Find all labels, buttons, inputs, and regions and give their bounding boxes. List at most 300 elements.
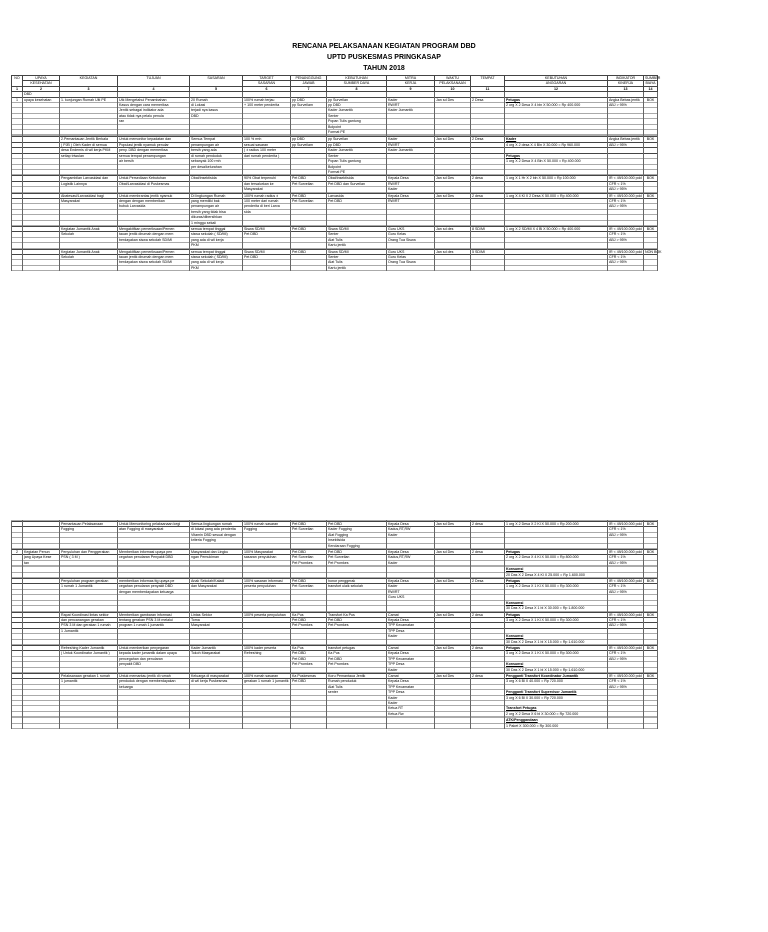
table-cell: Refreshing Kader Jumantik <box>60 645 118 650</box>
table-cell: pp Surveilam <box>291 142 327 147</box>
table-cell: Pet DBD <box>291 579 327 584</box>
table-cell: penduduk dengan memberdayakan <box>118 679 190 684</box>
table-cell: peny. DBD dengan memeriksa <box>118 148 190 153</box>
table-cell: NON BOK <box>645 249 662 254</box>
table-cell: Pet Promkes <box>327 623 387 628</box>
table-cell: CFR < 1% <box>608 679 644 684</box>
table-cell: Pet DBD <box>291 651 327 656</box>
table-cell: 30 Das X 2 Desa X 1 bl X 15.000 = Rp 1.610.000 <box>505 667 608 672</box>
table-cell: Siswa SD/MI <box>243 249 291 254</box>
table-cell: Semua Tempat <box>190 137 243 142</box>
table-cell: Pet DBD <box>291 656 327 661</box>
table-cell: BOK <box>644 137 658 142</box>
table-cell: Ka Pus <box>291 645 327 650</box>
table-cell: Vitamin DBD sesuai dengan <box>190 532 243 537</box>
table-cell: CFR < 1% <box>608 181 644 186</box>
table-cell: 2 desa <box>471 522 505 527</box>
table-cell: sida <box>243 209 291 214</box>
table-cell: dikuras/dibersihkan <box>190 215 243 220</box>
table-cell: penampungan air <box>190 142 243 147</box>
col-waktu: WAKTU <box>435 76 471 81</box>
column-number: 11 <box>471 86 505 91</box>
table-cell: Pet DBD <box>291 176 327 181</box>
table-cell: ABJ > 95% <box>608 260 644 265</box>
table-cell: 30 Das X 2 Desa X 1 bl X 15.000 = Rp 1.610.000 <box>505 639 608 644</box>
table-cell: 100% kader peserta <box>243 645 291 650</box>
table-cell <box>608 271 644 272</box>
table-cell: BOK <box>644 176 658 181</box>
table-cell: TPP Kecamatan <box>387 684 435 689</box>
table-cell: ngan Pemukiman <box>190 555 243 560</box>
col-tujuan: TUJUAN <box>118 76 190 87</box>
column-number: 13 <box>608 86 644 91</box>
table-cell: tauan jentik dirumah dengan mem <box>118 232 190 237</box>
table-cell: Petugas <box>505 97 608 102</box>
table-cell: Untuk memberikan penyegaran <box>118 645 190 650</box>
table-cell: Kader <box>387 584 435 589</box>
table-cell <box>608 729 644 730</box>
table-cell: CFR < 1% <box>608 555 644 560</box>
table-cell: BOK <box>644 579 658 584</box>
table-cell: Kader <box>387 667 435 672</box>
table-cell: 1 org X 2 SD/MI X 4 Bl X 50.000 = Rp 400.000 <box>505 226 608 231</box>
table-cell: 30 Das X 2 Desa X 1 bl X 30.000 = Rp 1.800.000 <box>505 606 608 611</box>
table-cell: 2 desa <box>471 645 505 650</box>
table-cell: Kader Jumantik <box>387 148 435 153</box>
table-cell: di lokasi yang ada penderita <box>190 527 243 532</box>
table-cell: 1 org X 1 Hr X 2 bln X 50.000 = Rp 100.000 <box>505 176 608 181</box>
table-cell: bersih yang tidak bisa <box>190 209 243 214</box>
table-cell: Pemantauan Pelaksanaan <box>60 522 118 527</box>
table-cell: pp DBD <box>327 142 387 147</box>
table-cell: 20 Das X 2 Desa X 4 Kl X 25.000 = Rp 1.600.000 <box>505 572 608 577</box>
table-cell: Populasi jentik nyamuk penular <box>118 142 190 147</box>
table-cell: Popan Tulis gantung <box>327 119 387 124</box>
table-cell <box>23 729 60 730</box>
table-cell: Pet DBD <box>291 226 327 231</box>
table-cell: TPP Kecamatan <box>387 656 435 661</box>
table-cell: IR < 49/100.000 pdd <box>609 579 642 584</box>
table-cell: dan pencanangan gerakan <box>60 617 118 622</box>
table-cell: gerakan 1 rumah 1 jumantik <box>244 679 289 684</box>
table-cell: BOK <box>644 612 658 617</box>
table-cell: Utk Mengetahui Penambahan <box>118 97 190 102</box>
table-cell: Kader <box>387 137 435 142</box>
table-cell: Kendaraan Fogging <box>327 543 387 548</box>
table-cell: Memberikan informasi upaya pen <box>118 550 190 555</box>
table-cell: semua tempat tinggal <box>190 226 243 231</box>
table-cell: 2.Pemantauan Jentik Berkala <box>60 137 118 142</box>
table-cell: berdayakan siswa sekolah SD/MI <box>118 237 190 242</box>
table-cell: BOK <box>644 97 658 102</box>
table-cell: 3 org X 2 Desa X 1 Kl X 50.000 = Rp 300.000 <box>505 617 608 622</box>
table-cell: IR < 49/100.000 pdd <box>609 673 642 678</box>
table-cell: berdayakan siswa sekolah SD/MI <box>118 260 190 265</box>
table-cell: RW/RT <box>387 589 435 594</box>
table-cell <box>12 271 23 272</box>
table-cell: Jan sd Des <box>435 522 471 527</box>
table-cell: penampungan air <box>190 204 243 209</box>
table-cell: 1 Paket X 300.000 = Rp 300.000 <box>505 723 608 728</box>
table-cell: Kartu jentik <box>327 265 387 270</box>
table-cell: Jan sd Des <box>435 97 471 102</box>
table-cell: Petugas <box>505 579 608 584</box>
table-cell: Camat <box>387 645 435 650</box>
col-kegiatan: KEGIATAN <box>60 76 118 87</box>
table-cell: IR < 49/100.000 pdd <box>609 612 642 617</box>
table-cell: Sekolah <box>60 232 118 237</box>
col-anggaran: KEBUTUHAN <box>505 76 608 81</box>
table-cell: Pet Surveilan <box>291 584 327 589</box>
table-cell <box>291 729 327 730</box>
table-cell: Pet DBD <box>327 522 387 527</box>
table-cell: Petugas <box>505 645 608 650</box>
table-cell: kriteria Fogging <box>190 538 243 543</box>
table-cell: Masyarakat <box>243 187 291 192</box>
table-cell: Penyuluhan program gerakan <box>60 579 118 584</box>
table-cell: Pet DBD <box>327 550 387 555</box>
table-cell: transfort petugas <box>327 645 387 650</box>
table-cell: 3 org X 6 Bl X 40.000 = Rp 720.000 <box>505 679 608 684</box>
table-cell: Jan sd Des <box>435 579 471 584</box>
table-cell: Kepala Desa <box>387 550 435 555</box>
table-cell: 2 desa <box>471 550 505 555</box>
col-biaya-l2: BIAYA <box>645 81 656 86</box>
column-number: 8 <box>327 86 387 91</box>
table-cell: Alat Tulis <box>327 237 387 242</box>
table-cell: Tokoh Masyarakat <box>190 651 243 656</box>
table-cell: Senter <box>327 232 387 237</box>
table-cell <box>12 729 23 730</box>
column-number: 12 <box>505 86 608 91</box>
table-cell: Kegiatan Jumantik Anak <box>60 249 118 254</box>
table-cell: 2 Desa <box>471 137 505 142</box>
table-cell <box>505 271 608 272</box>
table-cell: 100% peserta penyuluhan <box>243 612 291 617</box>
table-cell: di Lokasi <box>190 103 243 108</box>
table-cell: BOK <box>644 522 658 527</box>
table-cell: Jan sd Des <box>435 137 471 142</box>
table-cell: Untuk memonitor kepadatan dan <box>118 137 190 142</box>
table-cell: honor penggerak <box>327 579 387 584</box>
col-indikator-l2: KINERJA <box>608 81 644 86</box>
document-year: TAHUN 2018 <box>363 65 405 72</box>
table-cell: 4 org X 2 desa X 4 Bln X 30.000 = Rp 960.000 <box>505 142 608 147</box>
table-cell: Pet DBD <box>243 255 291 260</box>
table-cell: 90% Obat terpenuhi <box>243 176 291 181</box>
table-cell: BOK <box>644 645 658 650</box>
plan-table-top <box>11 75 662 271</box>
table-cell: 100% rumah sasaran <box>243 522 291 527</box>
table-cell: 100% Masyarakat <box>243 550 291 555</box>
table-cell: Kepala Desa <box>387 193 435 198</box>
column-number: 9 <box>387 86 435 91</box>
col-target: TARGET <box>243 76 291 81</box>
table-cell: Orang Tua Siswa <box>387 260 435 265</box>
table-cell: Jentik sebagai indikator ada <box>118 108 190 113</box>
table-cell: tauan jentik dirumah dengan mem <box>118 255 190 260</box>
table-cell <box>505 729 608 730</box>
table-cell: Masyarakat <box>190 623 243 628</box>
table-cell: Untuk Memonitoring pelaksanaan kegi <box>118 522 190 527</box>
col-target-l2: SASARAN <box>243 81 291 86</box>
table-cell: Pet DBD <box>291 679 327 684</box>
table-cell: transfort ulaik sekolah <box>327 584 387 589</box>
table-cell: Kader <box>387 634 435 639</box>
table-cell: 2 Desa <box>471 579 505 584</box>
table-cell: Kader <box>387 701 435 706</box>
table-cell <box>471 271 505 272</box>
table-cell <box>471 729 505 730</box>
table-cell <box>118 729 190 730</box>
table-cell: Refreshing <box>243 651 291 656</box>
table-cell: di wil kerja Puskesmas <box>190 679 243 684</box>
table-cell: Obat/insektisida <box>327 176 387 181</box>
table-cell: Pet DBD <box>327 198 387 203</box>
table-cell: BOK <box>644 226 658 231</box>
table-cell: Pet DBD dan Surveilan <box>327 181 387 186</box>
table-cell: tentang gerakan PSN 3 M melalui <box>118 617 190 622</box>
col-indikator: INDIKATOR <box>608 76 644 81</box>
table-cell: 100% rumah sasaran <box>243 673 291 678</box>
table-cell: Guru Kelas <box>387 255 435 260</box>
table-cell: Obat/insektisida <box>190 176 243 181</box>
column-number: 14 <box>644 86 658 91</box>
col-sd-l2: SUMBER DAYA <box>327 81 387 86</box>
table-cell: 3 org X 6 Bl X 30.000 = Rp 720.000 <box>505 695 608 700</box>
table-cell: Pet Surveilan <box>291 527 327 532</box>
table-cell: BOK <box>644 550 658 555</box>
table-cell: 1 org X 2 Desa X 2 Kl X 50.000 = Rp 200.000 <box>505 522 608 527</box>
table-cell: semua tempat penampungan <box>118 153 190 158</box>
table-cell: + 100 meter penderita <box>243 103 291 108</box>
table-cell: dan Masyarakat <box>190 584 243 589</box>
table-cell <box>327 729 387 730</box>
table-cell: PSN 3 M dan gerakan 1 rumah <box>60 623 118 628</box>
table-cell: Lintas Sektor <box>190 612 243 617</box>
table-cell: BOK <box>644 673 658 678</box>
table-row <box>12 729 658 730</box>
table-cell: 1 org X 4 Kl X 2 Desa X 50.000 = Rp 400.000 <box>505 193 608 198</box>
table-cell <box>435 271 471 272</box>
table-cell: Pelaksanaan gerakan 1 rumah <box>60 673 118 678</box>
table-cell: Pet DBD <box>291 193 327 198</box>
table-cell: IR < 49/100.000 pdd <box>609 176 642 181</box>
table-cell: DBD <box>23 92 60 97</box>
table-cell: atan Fogging di masyarakat <box>118 527 190 532</box>
table-cell: Obat/Larvasidasi di Puskesmas <box>118 181 190 186</box>
table-cell: peserta penyuluhan <box>243 584 291 589</box>
table-cell: ( Untuk Koordinator Jumantik ) <box>60 651 118 656</box>
table-cell: Koru Pemantaua Jentik <box>327 673 387 678</box>
table-cell: Pet DBD <box>327 656 387 661</box>
col-mitra: MITRA <box>387 76 435 81</box>
table-cell: Petugas <box>505 612 608 617</box>
table-cell: Pet Surveilan <box>291 181 327 186</box>
table-cell: Semua lingkungan rumah <box>190 522 243 527</box>
table-cell: Format PE <box>327 169 387 174</box>
table-cell: Pet DBD <box>327 617 387 622</box>
table-cell: RW/RT <box>387 142 435 147</box>
table-cell: ABJ > 95% <box>608 103 644 108</box>
table-cell: Angka Bebas jentik <box>608 97 644 102</box>
table-cell: ABJ > 95% <box>608 142 644 147</box>
table-cell: penderita di beri Larva <box>243 204 291 209</box>
table-cell: Kepala Desa <box>387 617 435 622</box>
table-cell: Kasus dengan cara memeriksa <box>118 103 190 108</box>
table-cell: dan tersalurkan ke <box>243 181 291 186</box>
table-cell: Popan Tulis gantung <box>327 159 387 164</box>
table-cell: Alat Fogging <box>327 532 387 537</box>
table-cell: Konsumsi <box>505 662 608 667</box>
table-cell: ABJ > 95% <box>608 684 644 689</box>
col-mitra-l2: KERJA <box>387 81 435 86</box>
table-cell: program 1 rumah 1 jumantik <box>118 623 190 628</box>
document-title: RENCANA PELAKSANAAN KEGIATAN PROGRAM DBD <box>292 43 476 50</box>
table-cell: sasaran penyuluhan <box>243 555 291 560</box>
table-cell: CFR < 1% <box>608 527 644 532</box>
table-cell: Kader Jumantik <box>327 148 387 153</box>
table-cell: Konsumsi <box>505 600 608 605</box>
table-cell: Untuk Persediaan Kebutuhan <box>118 176 190 181</box>
column-number: 10 <box>435 86 471 91</box>
table-cell: 1 org X 2 Desa X 4 Bln X 50.000 = Rp 400.000 <box>505 159 608 164</box>
table-cell: PSN ( 3 M ) <box>60 555 118 560</box>
col-waktu-l2: PELAKSANAAN <box>435 81 471 86</box>
table-cell: Rapat Koordinasi lintas sektor <box>60 612 118 617</box>
table-cell: Guru Kelas <box>387 232 435 237</box>
table-cell <box>190 729 243 730</box>
col-upaya-l1: UPAYA <box>35 76 47 80</box>
table-cell: TPP Desa <box>387 662 435 667</box>
table-cell: Rumah penduduk <box>327 679 387 684</box>
column-number: 5 <box>190 86 243 91</box>
table-cell: Kader Jumantik <box>387 108 435 113</box>
table-cell: Guru UKS <box>387 595 435 600</box>
table-cell: Transfort Petugas <box>505 706 608 711</box>
table-cell <box>23 271 60 272</box>
table-cell: sebanyak 100 rmh <box>190 159 243 164</box>
table-cell: Kadus,RT,RW <box>387 555 435 560</box>
table-cell: Pet DBD <box>291 522 327 527</box>
table-cell: BOK <box>644 193 658 198</box>
table-cell: IR < 49/100.000 pdd <box>609 645 642 650</box>
table-cell: 100% sasaran informasi <box>243 579 291 584</box>
table-cell: 2 org X 2 Desa X 4 Kl X 50.000 = Rp 800.000 <box>505 555 608 560</box>
table-cell: Alat Tulis <box>327 684 387 689</box>
col-tempat: TEMPAT <box>471 76 505 87</box>
column-number: 7 <box>291 86 327 91</box>
table-cell: Keluarga di masyarakat <box>190 673 243 678</box>
table-cell: Format PE <box>327 130 387 135</box>
table-cell: pp DBD <box>327 103 387 108</box>
table-cell: Guru UKS <box>387 226 435 231</box>
table-cell: Ketua RT <box>387 706 435 711</box>
col-pj: PENANGGUNG <box>291 76 327 81</box>
table-cell: Pet Surveilan <box>327 555 387 560</box>
col-pj-l2: JAWAB <box>291 81 327 86</box>
table-cell: 1 Jumantik <box>60 628 118 633</box>
table-cell: 100 % rmh <box>243 137 291 142</box>
table-cell <box>60 729 118 730</box>
table-cell: jang Upaya Kese <box>23 555 60 560</box>
table-cell: Pengambilan Larvasidasi dan <box>60 176 118 181</box>
table-cell: Jan sd Des <box>435 550 471 555</box>
table-cell: Pet DBD <box>291 617 327 622</box>
table-cell: Kepala Desa <box>387 679 435 684</box>
table-cell: terjadi nya kasus <box>190 108 243 113</box>
table-cell: 3 org X 2 Desa X 1 Kl X 50.000 = Rp 300.000 <box>505 651 608 656</box>
table-cell: Pengganti Transfort Supervisor Jumantik <box>505 690 608 695</box>
table-cell: 2 <box>12 550 23 555</box>
table-cell: 2 org X 2 Desa X 4 bln X 50.000 = Rp 400.000 <box>505 103 608 108</box>
table-cell: Konsumsi <box>505 567 608 572</box>
table-cell: IR < 49/100.000 pdd <box>609 249 642 254</box>
table-cell: Kader <box>387 532 435 537</box>
table-cell: Pet Promkes <box>327 560 387 565</box>
table-cell: ABJ > 95% <box>608 623 644 628</box>
table-cell <box>387 271 435 272</box>
table-cell: Masyarakat dan Lingku <box>190 550 243 555</box>
table-cell: RW/RT <box>387 198 435 203</box>
table-cell: Senter <box>327 255 387 260</box>
table-cell: Pet DBD <box>291 249 327 254</box>
table-cell <box>243 271 291 272</box>
table-cell: kepada kader jumantik dalam upaya <box>118 651 190 656</box>
col-upaya-l2: KESEHATAN <box>23 81 60 86</box>
table-cell: Siswa SD/MI <box>327 226 387 231</box>
table-cell: IR < 49/100.000 pdd <box>609 226 642 231</box>
table-cell: 2 desa <box>471 673 505 678</box>
table-cell: Kader <box>505 137 608 142</box>
table-cell: Ka Pus <box>327 651 387 656</box>
column-number: 6 <box>243 86 291 91</box>
table-cell: 1 org X 2 Desa X 1 Kl X 50.000 = Rp 300.000 <box>505 584 608 589</box>
table-cell: Ka Puskesmas <box>291 673 327 678</box>
plan-body-top <box>12 92 662 272</box>
table-cell: tan <box>23 560 60 565</box>
table-cell: Kader <box>387 560 435 565</box>
table-cell: ABJ > 95% <box>608 589 644 594</box>
col-no: NO <box>12 76 23 87</box>
col-sasaran: SASARAN <box>190 76 243 87</box>
table-row <box>12 651 658 656</box>
table-cell: 1 rumah 1 Jumantik <box>60 584 118 589</box>
table-cell: Angka Bebas jentik <box>608 137 644 142</box>
table-cell: semua tempat tinggal <box>190 249 243 254</box>
table-cell: Guru UKS <box>387 249 435 254</box>
table-cell: Kepala Desa <box>387 579 435 584</box>
table-cell: 1 jumantik <box>60 679 118 684</box>
table-cell: ABJ > 95% <box>608 560 644 565</box>
table-cell: cegahan penularan Penyakit DBD <box>118 555 190 560</box>
column-number: 3 <box>60 86 118 91</box>
table-cell: Kepala Desa <box>387 522 435 527</box>
table-cell: dengan memberdayakan keluarga <box>118 589 190 594</box>
table-cell: Untuk membrantas jentik nyamuk <box>118 193 190 198</box>
table-cell: Jan sd Des <box>435 612 471 617</box>
table-cell: sesuai sasaran <box>243 142 291 147</box>
table-cell: CFR < 1% <box>608 232 644 237</box>
table-cell: ABJ > 95% <box>608 204 644 209</box>
table-cell: Jan sd Des <box>435 673 471 678</box>
table-cell: yang memiliki bak <box>190 198 243 203</box>
table-cell: 20 Rumah <box>190 97 243 102</box>
table-cell: CFR < 1% <box>608 617 644 622</box>
table-cell: Kader <box>387 187 435 192</box>
table-row <box>12 673 658 678</box>
table-cell: Ka Pus <box>291 612 327 617</box>
